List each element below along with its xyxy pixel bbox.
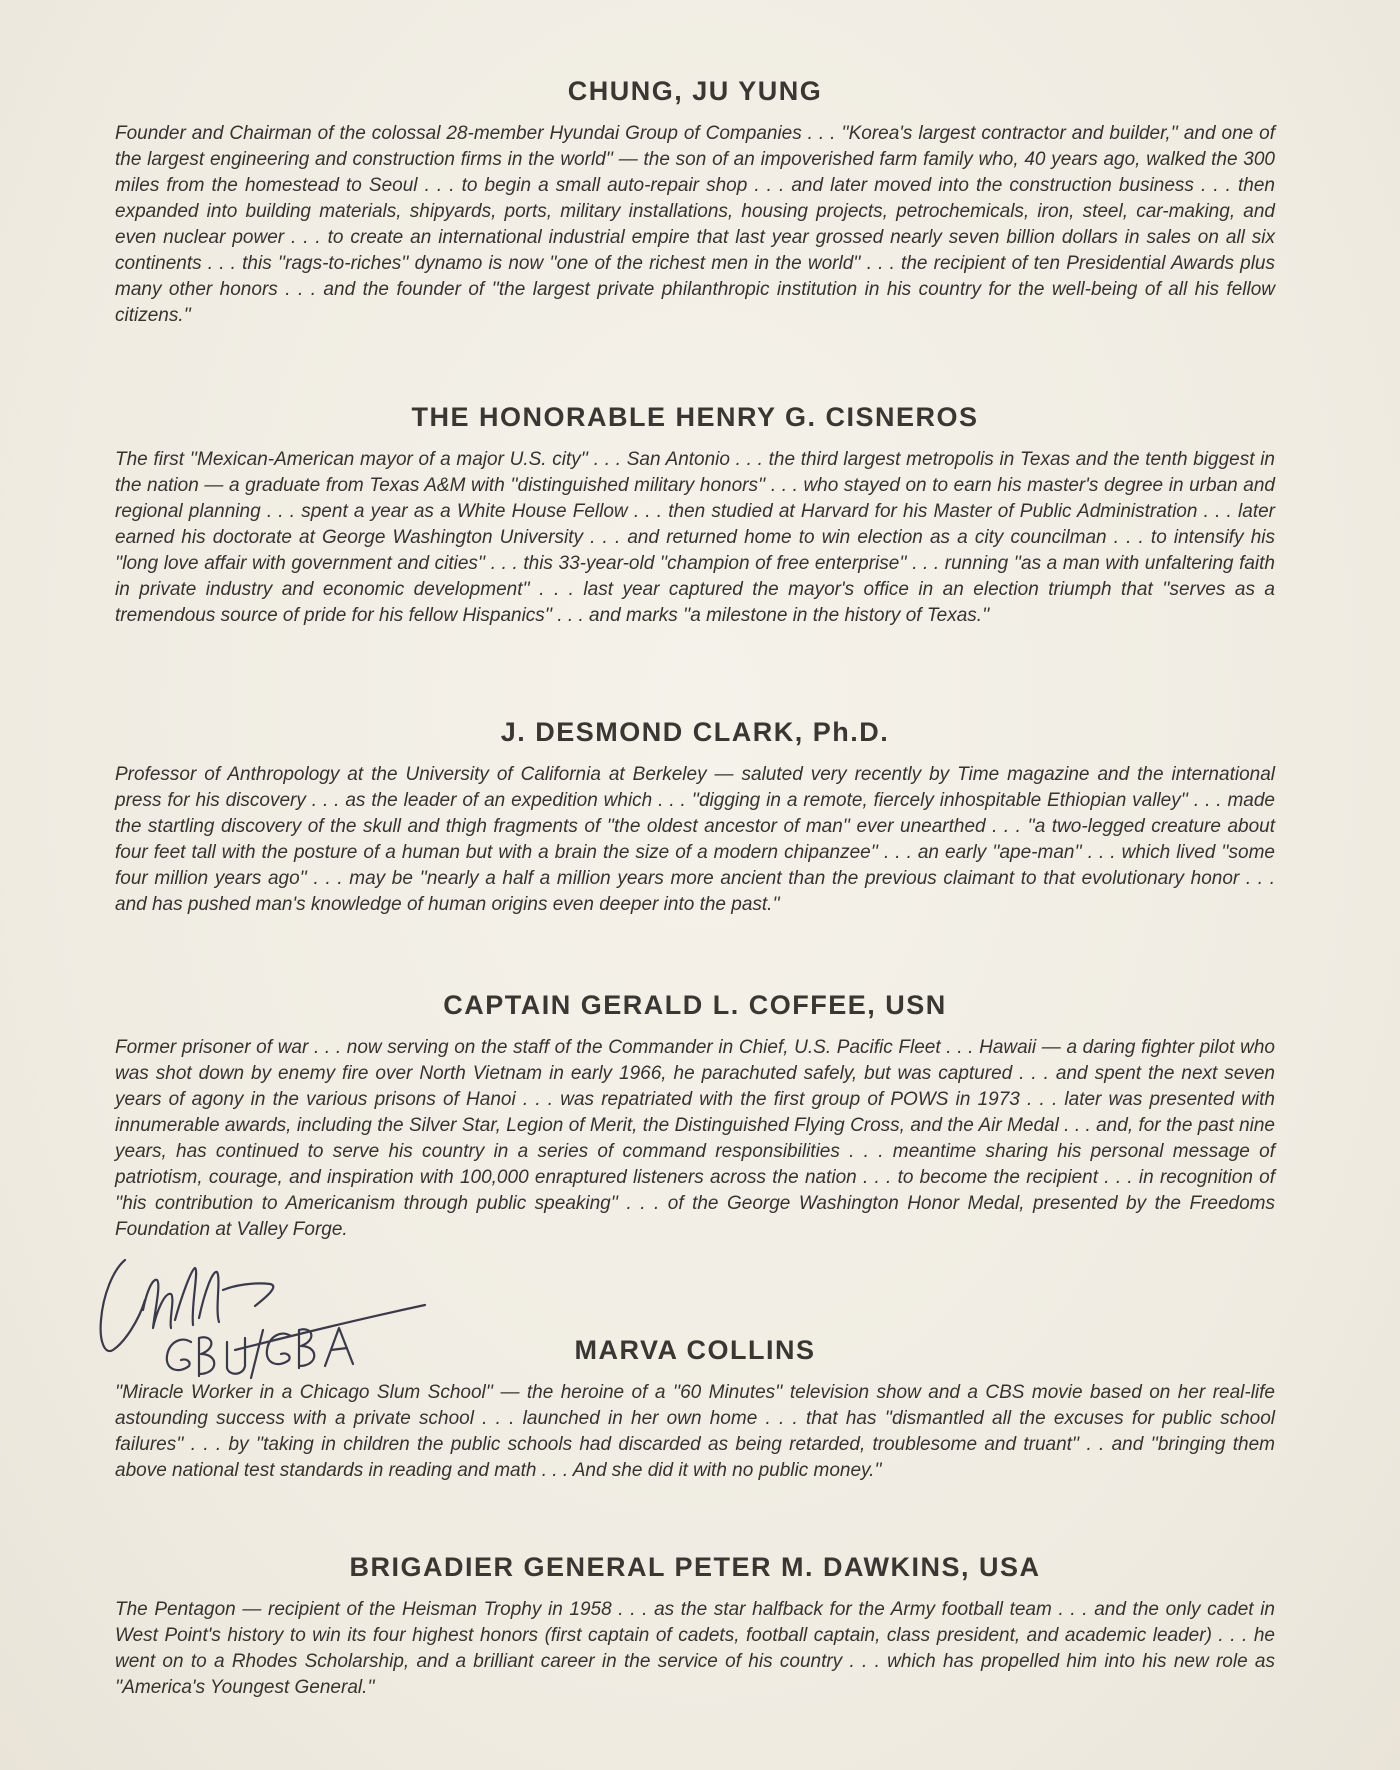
bio-henry-cisneros [115,402,1275,629]
bio-text: Former prisoner of war . . . now serving on the staff of the Commander in Chief, U.S. Pacific Fleet . . . Hawaii — a daring fighter pilot who was shot down by enemy fire over North Vietnam in early 1966, he parachuted safely, but was captured . . . and spent the next seven years of agony in the various prisons of Hanoi . . . was repatriated with the first group of POWS in 1973 . . . later was presented with innumerable awards, including the Silver Star, Legion of Merit, the Distinguished Flying Cross, and the Air Medal . . . and, for the past nine years, has continued to serve his country in a series of command responsibilities . . . meantime sharing his personal message of patriotism, courage, and inspiration with 100,000 enraptured listeners across the nation . . . to become the recipient . . . in recognition of ''his contribution to Americanism through public speaking'' . . . of the George Washington Honor Medal, presented by the Freedoms Foundation at Valley Forge. [115,1037,1275,1240]
bio-name: BRIGADIER GENERAL PETER M. DAWKINS, USA [349,1552,1041,1582]
bio-text: ''Miracle Worker in a Chicago Slum School'' — the heroine of a ''60 Minutes'' television show and a CBS movie based on her real-life astounding success with a private school . . . launched in her own home . . . that has ''dismantled all the excuses for public school failures'' . . . by ''taking in children the public schools had discarded as being retarded, troublesome and truant'' . . and ''bringing them above national test standards in reading and math . . . And she did it with no public money.'' [115,1382,1275,1481]
bio-name: CAPTAIN GERALD L. COFFEE, USN [443,990,947,1020]
bio-chung-ju-yung [115,76,1275,329]
handwritten-signature [95,1250,475,1380]
bio-text: The Pentagon — recipient of the Heisman Trophy in 1958 . . . as the star halfback for the Army football team . . . and the only cadet in West Point's history to win its four highest honors (first captain of cadets, football captain, class president, and academic leader) . . . he went on to a Rhodes Scholarship, and a brilliant career in the service of his country . . . which has propelled him into his new role as ''America's Youngest General.'' [115,1599,1275,1698]
bio-name: J. DESMOND CLARK, Ph.D. [500,717,890,747]
bio-gerald-coffee [115,990,1275,1243]
bio-text: Professor of Anthropology at the University of California at Berkeley — saluted very recently by Time magazine and the international press for his discovery . . . as the leader of an expedition which . . . ''digging in a remote, fiercely inhospitable Ethiopian valley'' . . . made the startling discovery of the skull and thigh fragments of ''the oldest ancestor of man'' ever unearthed . . . ''a two-legged creature about four feet tall with the posture of a human but with a brain the size of a modern chipanzee'' . . . an early ''ape-man'' . . . which lived ''some four million years ago'' . . . may be ''nearly a half a million years more ancient than the previous claimant to that evolutionary honor . . . and has pushed man's knowledge of human origins even deeper into the past.'' [115,764,1275,915]
bio-text: The first ''Mexican-American mayor of a major U.S. city'' . . . San Antonio . . . the third largest metropolis in Texas and the tenth biggest in the nation — a graduate from Texas A&M with ''distinguished military honors'' . . . who stayed on to earn his master's degree in urban and regional planning . . . spent a year as a White House Fellow . . . then studied at Harvard for his Master of Public Administration . . . later earned his doctorate at George Washington University . . . and returned home to win election as a city councilman . . . to intensify his ''long love affair with government and cities'' . . . this 33-year-old ''champion of free enterprise'' . . . running ''as a man with unfaltering faith in private industry and economic development'' . . . last year captured the mayor's office in an election triumph that ''serves as a tremendous source of pride for his fellow Hispanics'' . . . and marks ''a milestone in the history of Texas.'' [115,449,1275,626]
bio-text: Founder and Chairman of the colossal 28-member Hyundai Group of Companies . . . ''Korea's largest contractor and builder,'' and one of the largest engineering and construction firms in the world'' — the son of an impoverished farm family who, 40 years ago, walked the 300 miles from the homestead to Seoul . . . to begin a small auto-repair shop . . . and later moved into the construction business . . . then expanded into building materials, shipyards, ports, military installations, housing projects, petrochemicals, iron, steel, car-making, and even nuclear power . . . to create an international industrial empire that last year grossed nearly seven billion dollars in sales on all six continents . . . this ''rags-to-riches'' dynamo is now ''one of the richest men in the world'' . . . the recipient of ten Presidential Awards plus many other honors . . . and the founder of ''the largest private philanthropic institution in his country for the well-being of all his fellow citizens.'' [115,123,1275,326]
bio-name: MARVA COLLINS [574,1335,816,1365]
bio-name: THE HONORABLE HENRY G. CISNEROS [411,402,979,432]
bio-desmond-clark [115,717,1275,918]
bio-peter-dawkins [115,1552,1275,1701]
bio-name: CHUNG, JU YUNG [567,76,823,106]
